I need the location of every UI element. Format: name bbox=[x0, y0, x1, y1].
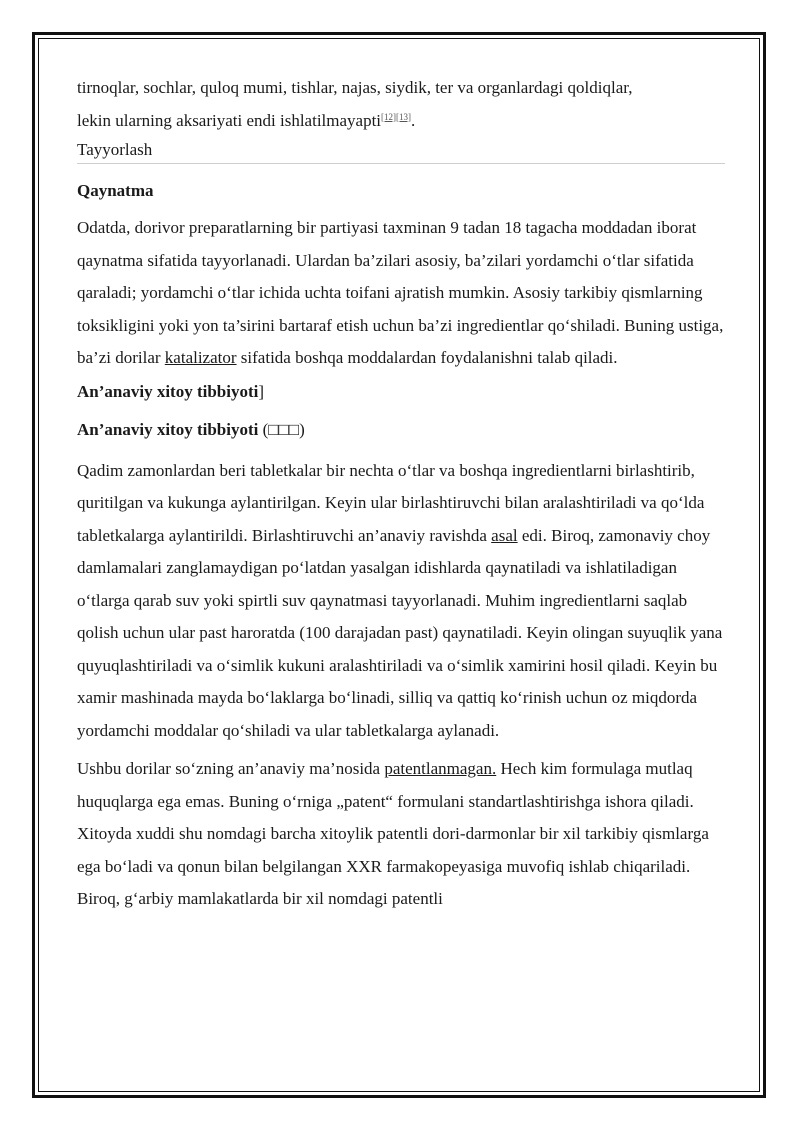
paragraph-tablets bbox=[77, 455, 725, 748]
para3-text-before: Ushbu dorilar so‘zning an’anaviy ma’nosida bbox=[77, 759, 385, 778]
para1-text-after: sifatida boshqa moddalardan foydalanishni talab qiladi. bbox=[236, 348, 618, 367]
intro-line-2: lekin ularning aksariyati endi ishlatilmayapti bbox=[77, 110, 382, 130]
subheading-tcm-1-bracket: ] bbox=[258, 381, 265, 401]
link-asal[interactable]: asal bbox=[491, 525, 518, 545]
subheading-tcm-2-suffix: (□□□) bbox=[258, 419, 305, 439]
subheading-tcm-1-text: An’anaviy xitoy tibbiyoti bbox=[77, 381, 259, 401]
subheading-tcm-1 bbox=[77, 377, 725, 407]
document-body bbox=[77, 72, 725, 916]
link-patentlanmagan[interactable]: patentlanmagan. bbox=[384, 759, 497, 778]
para2-text-after: edi. Biroq, zamonaviy choy damlamalari zanglamaydigan po‘latdan yasalgan idishlarda qaynatiladi va ishlatiladigan o‘tlarga qarab suv yoki spirtli suv qaynatmasi tayyorlanadi. Muhim ingredientlarni saqlab qolish uchun ular past haroratda (100 darajadan past) qaynatiladi. Keyin olingan suyuqlik yana quyuqlashtiriladi va o‘simlik kukuni aralashtiriladi va o‘simlik xamirini hosil qiladi. Keyin bu xamir mashinada mayda bo‘laklarga bo‘linadi, silliq va qattiq ko‘rinish uchun oz miqdorda yordamchi moddalar qo‘shiladi va ular tabletkalarga aylanadi. bbox=[77, 525, 723, 740]
intro-paragraph bbox=[77, 72, 725, 137]
intro-line-1: tirnoqlar, sochlar, quloq mumi, tishlar, najas, siydik, ter va organlardagi qoldiqlar, bbox=[77, 78, 633, 97]
intro-end: . bbox=[411, 110, 416, 130]
para3-text-after: Hech kim formulaga mutlaq huquqlarga ega emas. Buning o‘rniga „patent“ formulani standartlashtirishga ishora qiladi. Xitoyda xuddi shu nomdagi barcha xitoylik patentli dori-darmonlar bir xil tarkibiy qismlarga ega bo‘ladi va qonun bilan belgilangan XXR farmakopeyasiga muvofiq ishlab chiqariladi. Biroq, g‘arbiy mamlakatlarda bir xil nomdagi patentli bbox=[77, 759, 709, 908]
subheading-qaynatma: Qaynatma bbox=[77, 181, 154, 200]
citation-refs[interactable]: [12][13] bbox=[381, 111, 412, 122]
subheading-tcm-2 bbox=[77, 415, 725, 445]
link-katalizator[interactable]: katalizator bbox=[164, 348, 237, 367]
subheading-tcm-2-text: An’anaviy xitoy tibbiyoti bbox=[77, 419, 259, 439]
para1-text-before: Odatda, dorivor preparatlarning bir partiyasi taxminan 9 tadan 18 tagacha moddadan iborat qaynatma sifatida tayyorlanadi. Ulardan ba’zilari asosiy, ba’zilari yordamchi o‘tlar sifatida qaraladi; yordamchi o‘tlar ichida uchta toifani ajratish mumkin. Asosiy tarkibiy qismlarning toksikligini yoki yon ta’sirini bartaraf etish uchun ba’zi ingredientlar qo‘shiladi. Buning ustiga, ba’zi dorilar bbox=[77, 218, 724, 367]
paragraph-qaynatma bbox=[77, 212, 725, 375]
section-heading: Tayyorlash bbox=[77, 137, 725, 164]
paragraph-patent bbox=[77, 753, 725, 916]
para2-text-before: Qadim zamonlardan beri tabletkalar bir nechta o‘tlar va boshqa ingredientlarni birlashtirib, quritilgan va kukunga aylantirilgan. Keyin ular birlashtiruvchi bilan aralashtiriladi va qo‘lda tabletkalarga aylantirildi. Birlashtiruvchi an’anaviy ravishda bbox=[77, 460, 705, 545]
